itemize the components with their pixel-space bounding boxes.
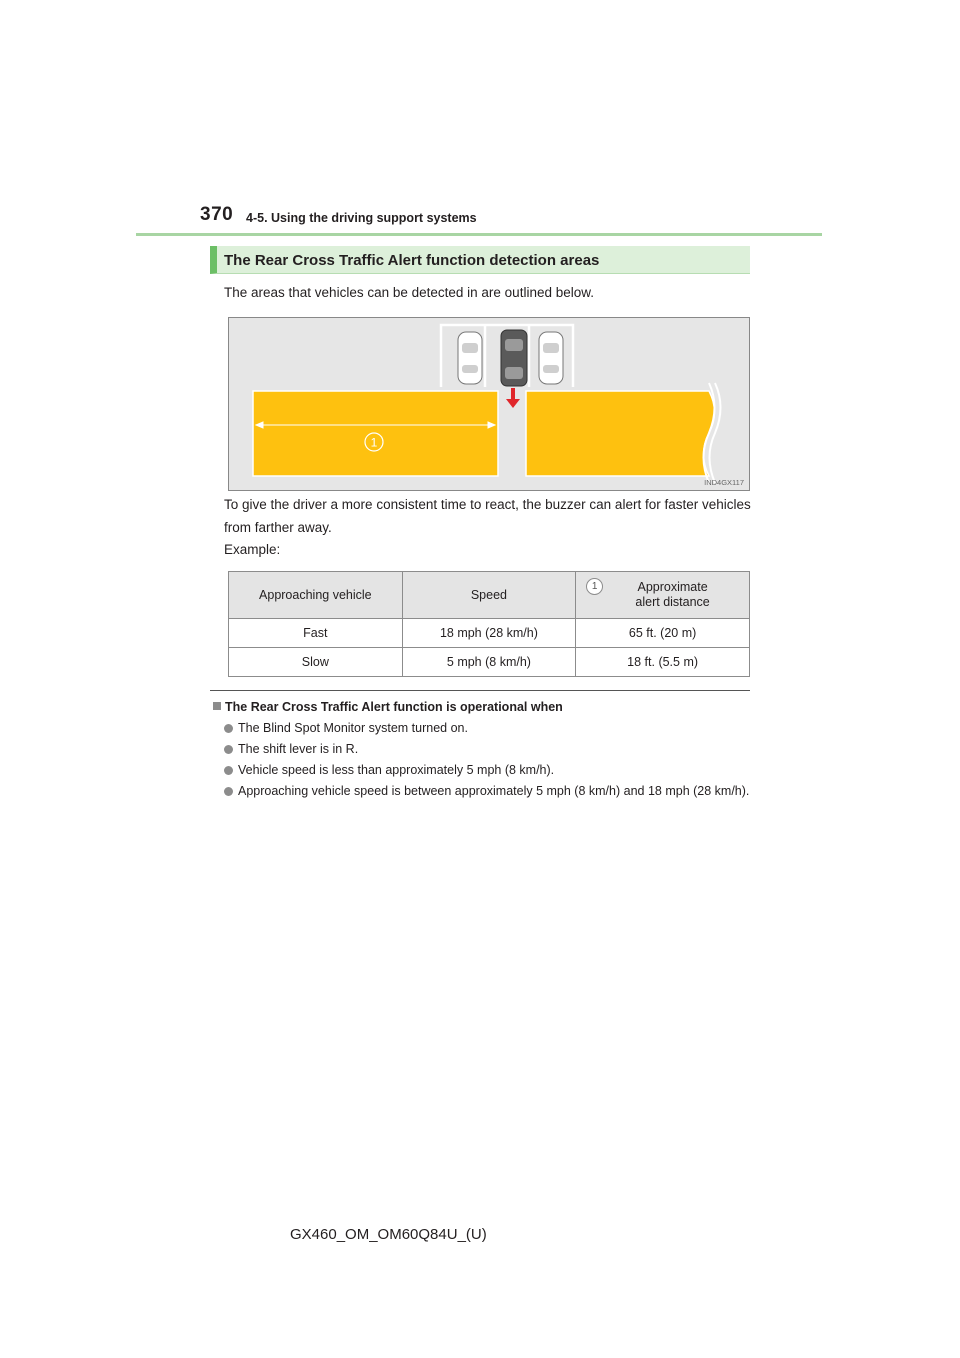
detection-area-figure	[228, 317, 750, 491]
table-cell: Fast	[229, 619, 403, 648]
list-item	[224, 762, 754, 778]
list-item	[224, 783, 754, 799]
list-item	[224, 720, 754, 736]
own-vehicle-icon	[501, 330, 527, 386]
callout-1-badge: 1	[586, 578, 603, 595]
parked-vehicle-right-icon	[539, 332, 563, 384]
table-row	[229, 619, 750, 648]
explanation-paragraph: To give the driver a more consistent time to react, the buzzer can alert for faster vehicles from farther away.	[224, 497, 751, 535]
bullet-dot-icon	[224, 766, 233, 775]
alert-distance-table	[228, 571, 750, 677]
document-code-footer: GX460_OM_OM60Q84U_(U)	[290, 1226, 487, 1243]
example-label: Example:	[224, 542, 281, 557]
page-number: 370	[200, 204, 234, 225]
header-alert-distance-label: Approximate alert distance	[635, 580, 710, 609]
table-cell: Slow	[229, 648, 403, 677]
bullet-dot-icon	[224, 745, 233, 754]
callout-1-text: 1	[370, 435, 378, 450]
list-item-text: Vehicle speed is less than approximately 5 mph (8 km/h).	[238, 763, 555, 777]
table-row	[229, 648, 750, 677]
header-rule	[136, 233, 822, 236]
header-approaching-vehicle: Approaching vehicle	[229, 572, 403, 619]
parked-vehicle-left-icon	[458, 332, 482, 384]
figure-code: IND4GX117	[704, 478, 744, 487]
conditions-title-text: The Rear Cross Traffic Alert function is operational when	[225, 700, 563, 714]
table-cell: 18 mph (28 km/h)	[402, 619, 576, 648]
bullet-dot-icon	[224, 724, 233, 733]
table-cell: 5 mph (8 km/h)	[402, 648, 576, 677]
header-alert-distance	[576, 572, 750, 619]
conditions-title	[213, 700, 563, 714]
list-item-text: The Blind Spot Monitor system turned on.	[238, 721, 468, 735]
section-heading: The Rear Cross Traffic Alert function detection areas	[224, 252, 600, 269]
bullet-dot-icon	[224, 787, 233, 796]
list-item-text: The shift lever is in R.	[238, 742, 359, 756]
table-cell: 18 ft. (5.5 m)	[576, 648, 750, 677]
list-item	[224, 741, 754, 757]
header-speed: Speed	[402, 572, 576, 619]
table-header-row	[229, 572, 750, 619]
square-bullet-icon	[213, 702, 221, 710]
list-item-text: Approaching vehicle speed is between approximately 5 mph (8 km/h) and 18 mph (28 km/h).	[238, 784, 750, 798]
conditions-list	[224, 720, 754, 804]
intro-text: The areas that vehicles can be detected in are outlined below.	[224, 285, 594, 300]
detection-zone-right	[526, 391, 715, 476]
section-divider	[210, 690, 750, 691]
section-label: 4-5. Using the driving support systems	[246, 211, 477, 225]
table-cell: 65 ft. (20 m)	[576, 619, 750, 648]
